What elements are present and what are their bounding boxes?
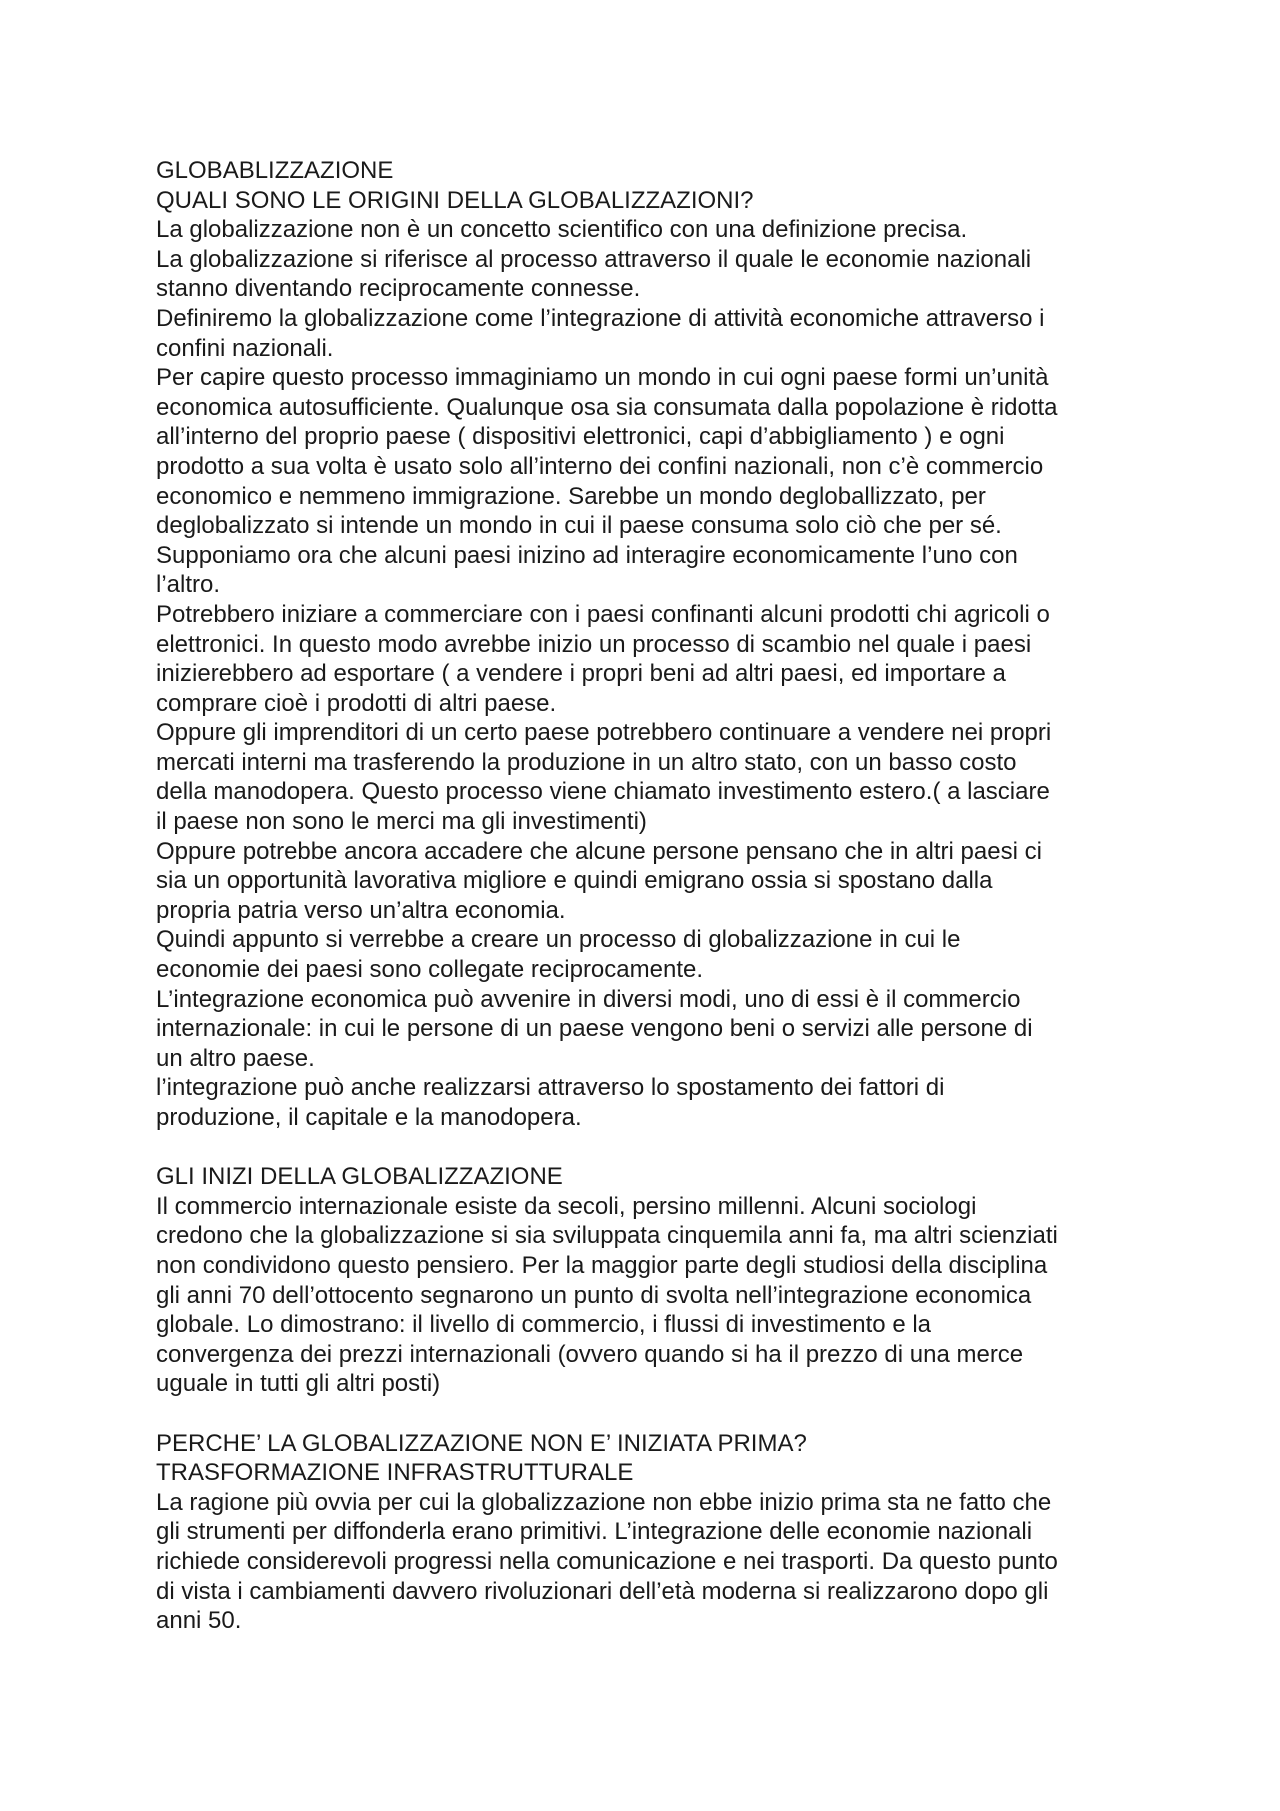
text-line: credono che la globalizzazione si sia sviluppata cinquemila anni fa, ma altri scienziati xyxy=(156,1222,1058,1250)
paragraph xyxy=(156,215,1156,245)
text-line: PERCHE’ LA GLOBALIZZAZIONE NON E’ INIZIATA PRIMA? xyxy=(156,1429,807,1457)
section-heading xyxy=(156,1162,1156,1192)
section-heading xyxy=(156,1458,1156,1488)
text-line: della manodopera. Questo processo viene chiamato investimento estero.( a lasciare xyxy=(156,778,1050,806)
text-line: convergenza dei prezzi internazionali (ovvero quando si ha il prezzo di una merce xyxy=(156,1340,1024,1368)
blank-line xyxy=(156,1133,1156,1163)
paragraph xyxy=(156,925,1156,984)
text-line: stanno diventando reciprocamente connesse. xyxy=(156,275,641,303)
text-line: L’integrazione economica può avvenire in diversi modi, uno di essi è il commercio xyxy=(156,985,1021,1013)
blank-line xyxy=(156,1399,1156,1429)
text-line: Quindi appunto si verrebbe a creare un processo di globalizzazione in cui le xyxy=(156,926,961,954)
section-heading xyxy=(156,156,1156,186)
text-line: mercati interni ma trasferendo la produzione in un altro stato, con un basso costo xyxy=(156,748,1017,776)
text-line: Definiremo la globalizzazione come l’integrazione di attività economiche attraverso i xyxy=(156,304,1045,332)
text-line: uguale in tutti gli altri posti) xyxy=(156,1370,441,1398)
text-line: produzione, il capitale e la manodopera. xyxy=(156,1104,582,1131)
text-line: richiede considerevoli progressi nella comunicazione e nei trasporti. Da questo punto xyxy=(156,1547,1058,1575)
text-line: La globalizzazione si riferisce al processo attraverso il quale le economie nazionali xyxy=(156,245,1032,273)
paragraph xyxy=(156,1073,1156,1132)
text-line: Supponiamo ora che alcuni paesi inizino ad interagire economicamente l’uno con xyxy=(156,541,1018,569)
text-line: non condividono questo pensiero. Per la maggior parte degli studiosi della disciplina xyxy=(156,1251,1048,1279)
text-line: prodotto a sua volta è usato solo all’interno dei confini nazionali, non c’è commercio xyxy=(156,452,1044,480)
text-line: Oppure potrebbe ancora accadere che alcune persone pensano che in altri paesi ci xyxy=(156,837,1042,865)
text-line: anni 50. xyxy=(156,1607,242,1635)
paragraph xyxy=(156,1488,1156,1636)
text-line: comprare cioè i prodotti di altri paese. xyxy=(156,689,557,717)
text-line: GLI INIZI DELLA GLOBALIZZAZIONE xyxy=(156,1163,563,1191)
text-line: di vista i cambiamenti davvero rivoluzionari dell’età moderna si realizzarono dopo gli xyxy=(156,1577,1049,1605)
text-line: deglobalizzato si intende un mondo in cui il paese consuma solo ciò che per sé. xyxy=(156,512,1002,540)
section-heading xyxy=(156,1429,1156,1459)
text-line: inizierebbero ad esportare ( a vendere i propri beni ad altri paesi, ed importare a xyxy=(156,660,1006,688)
text-line: sia un opportunità lavorativa migliore e quindi emigrano ossia si spostano dalla xyxy=(156,867,993,895)
paragraph xyxy=(156,837,1156,926)
paragraph xyxy=(156,245,1156,304)
text-line: confini nazionali. xyxy=(156,334,334,362)
text-line: propria patria verso un’altra economia. xyxy=(156,896,566,924)
text-line: internazionale: in cui le persone di un paese vengono beni o servizi alle persone di xyxy=(156,1015,1033,1043)
paragraph xyxy=(156,363,1156,541)
paragraph xyxy=(156,1192,1156,1399)
text-line: all’interno del proprio paese ( dispositivi elettronici, capi d’abbigliamento ) e ogni xyxy=(156,423,1005,451)
text-line: Potrebbero iniziare a commerciare con i paesi confinanti alcuni prodotti chi agricoli o xyxy=(156,600,1050,628)
text-line: il paese non sono le merci ma gli investimenti) xyxy=(156,808,647,836)
text-line: l’altro. xyxy=(156,571,221,599)
document-page xyxy=(156,156,1156,1636)
paragraph xyxy=(156,985,1156,1074)
section-heading xyxy=(156,186,1156,216)
text-line: economico e nemmeno immigrazione. Sarebbe un mondo degloballizzato, per xyxy=(156,482,986,510)
text-line: elettronici. In questo modo avrebbe inizio un processo di scambio nel quale i paesi xyxy=(156,630,1032,658)
text-line: globale. Lo dimostrano: il livello di commercio, i flussi di investimento e la xyxy=(156,1311,932,1339)
text-line: gli strumenti per diffonderla erano primitivi. L’integrazione delle economie nazionali xyxy=(156,1518,1033,1546)
text-line: Oppure gli imprenditori di un certo paese potrebbero continuare a vendere nei propri xyxy=(156,719,1052,747)
text-line: GLOBABLIZZAZIONE xyxy=(156,157,394,184)
text-line: La ragione più ovvia per cui la globalizzazione non ebbe inizio prima sta ne fatto che xyxy=(156,1488,1052,1516)
text-line: economie dei paesi sono collegate reciprocamente. xyxy=(156,956,703,984)
text-line: Il commercio internazionale esiste da secoli, persino millenni. Alcuni sociologi xyxy=(156,1192,977,1220)
text-line: Per capire questo processo immaginiamo un mondo in cui ogni paese formi un’unità xyxy=(156,364,1049,392)
text-line: l’integrazione può anche realizzarsi attraverso lo spostamento dei fattori di xyxy=(156,1074,945,1102)
text-line: economica autosufficiente. Qualunque osa sia consumata dalla popolazione è ridotta xyxy=(156,393,1058,421)
paragraph xyxy=(156,600,1156,718)
paragraph xyxy=(156,304,1156,363)
text-line: gli anni 70 dell’ottocento segnarono un punto di svolta nell’integrazione economica xyxy=(156,1281,1032,1309)
text-line: un altro paese. xyxy=(156,1044,315,1072)
paragraph xyxy=(156,718,1156,836)
text-line: TRASFORMAZIONE INFRASTRUTTURALE xyxy=(156,1459,634,1487)
text-line: QUALI SONO LE ORIGINI DELLA GLOBALIZZAZIONI? xyxy=(156,186,754,214)
paragraph xyxy=(156,541,1156,600)
text-line: La globalizzazione non è un concetto scientifico con una definizione precisa. xyxy=(156,216,968,244)
